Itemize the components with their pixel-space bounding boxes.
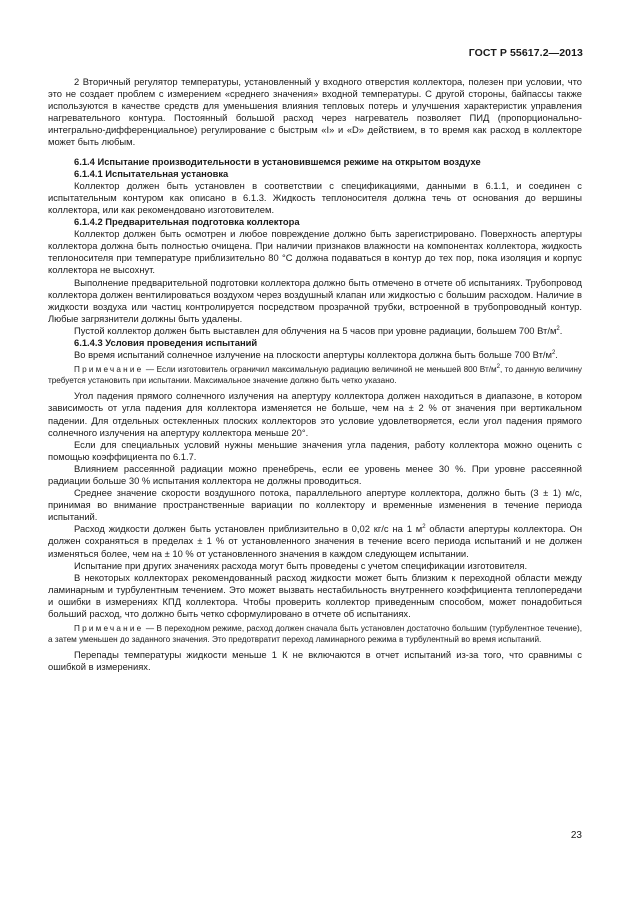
section-heading-6-1-4-2: 6.1.4.2 Предварительная подготовка коллектора xyxy=(74,216,300,228)
text-span: — В переходном режиме, расход должен сначала быть установлен достаточно большим (турбулентное течение), а затем уменьшен до заданного значения. Это предотвратит переход ламинарного режима в турбулентный во время испытаний. xyxy=(48,624,582,644)
text-span: — Если изготовитель ограничил максимальную радиацию величиной не меньшей 800 Вт/м xyxy=(143,365,497,375)
paragraph-temperature-difference: Перепады температуры жидкости меньше 1 К не включаются в отчет испытаний из-за того, что сравнимы с ошибкой в измерениях. xyxy=(48,649,582,673)
text-span: . xyxy=(555,349,558,361)
text-span: Во время испытаний солнечное излучение на плоскости апертуры коллектора должна быть больше 700 Вт/м xyxy=(74,349,552,361)
paragraph-inspection: Коллектор должен быть осмотрен и любое повреждение должно быть зарегистрировано. Поверхность апертуры коллектора должна быть полностью очищена. При наличии признаков влажности на компонентах коллектора, жидкость теплоносителя при температуре приблизительно 80 °С должна подаваться в контур до тех пор, пока изоляция и корпус коллектора не высохнут. xyxy=(48,228,582,276)
text-span: , то данную величину требуется установить при испытании. Максимальное значение должно быть четко указано. xyxy=(48,365,583,385)
document-header: ГОСТ Р 55617.2—2013 xyxy=(468,47,583,59)
superscript: 2 xyxy=(422,524,426,531)
document-body xyxy=(48,76,582,674)
text-span: Расход жидкости должен быть установлен приблизительно в 0,02 кг/с на 1 м xyxy=(74,523,423,535)
note-1 xyxy=(48,365,582,386)
section-heading-6-1-4: 6.1.4 Испытание производительности в установившемся режиме на открытом воздухе xyxy=(74,155,481,167)
section-heading-6-1-4-3: 6.1.4.3 Условия проведения испытаний xyxy=(74,336,258,348)
note-2 xyxy=(48,624,582,645)
section-heading-6-1-4-1: 6.1.4.1 Испытательная установка xyxy=(74,167,229,179)
paragraph-special-conditions: Если для специальных условий нужны меньшие значения угла падения, работу коллектора можно оценить с помощью коэффициента по 6.1.7. xyxy=(48,438,582,462)
paragraph-incidence-angle: Угол падения прямого солнечного излучения на апертуру коллектора должен находиться в диапазоне, в котором зависимость от угла падения для коллектора изменяется не больше, чем на ± 2 % от значения при вертикальном падении. Для отдельных остекленных плоских коллекторов это условие удовлетворяется, если угол падения прямого солнечного излучения на апертуру коллектора меньше 20°. xyxy=(48,390,582,438)
paragraph-test-setup: Коллектор должен быть установлен в соответствии с спецификациями, данными в 6.1.1, и соединен с испытательным контуром как описано в 6.1.3. Жидкость теплоносителя должна течь от основания до вершины коллектора, или как рекомендовано изготовителем. xyxy=(48,179,582,215)
paragraph-preconditioning: Выполнение предварительной подготовки коллектора должно быть отмечено в отчете об испытаниях. Трубопровод коллектора должен вентилироваться воздухом через воздушный клапан или жидкостью с большим расходом. Наличие в жидкости воздуха или частиц контролируется посредством прозрачной трубки, встроенной в трубопроводный контур. Любые загрязнители должны быть удалены. xyxy=(48,276,582,324)
page-number: 23 xyxy=(570,830,582,841)
note-label: Примечание xyxy=(74,624,144,634)
paragraph-laminar-turbulent: В некоторых коллекторах рекомендованный расход жидкости может быть близким к переходной области между ламинарным и турбулентным течением. Это может вызвать нестабильность внутреннего коэффициента теплопередачи и ошибки в измерениях КПД коллектора. Чтобы проверить коллектор приведенным способом, может понадобиться больший расход, что должно быть четко сформулировано в отчете об испытаниях. xyxy=(48,571,582,620)
intro-paragraph: 2 Вторичный регулятор температуры, установленный у входного отверстия коллектора, полезен при условии, что это не создает проблем с измерением «среднего значения» входной температуры. С другой стороны, байпассы также используются в качестве средств для уменьшения влияния тепловых потерь и улучшения характеристик управления нагревательного контура. Постоянный большой расход через нагреватель позволяет ПИД (пропорционально-интегрально-дифференциальное) регулирование с быстрым «I» и «D» действием, в то время как расход в коллекторе может быть любым. xyxy=(48,76,582,148)
note-label: Примечание xyxy=(74,365,144,375)
text-span: Пустой коллектор должен быть выставлен для облучения на 5 часов при уровне радиации, большем 700 Вт/м xyxy=(74,324,557,336)
paragraph-irradiance xyxy=(48,349,582,361)
superscript: 2 xyxy=(551,350,556,357)
superscript: 2 xyxy=(496,364,500,371)
paragraph-air-speed: Среднее значение скорости воздушного потока, параллельного апертуре коллектора, должно быть (3 ± 1) м/с, принимая во внимание пространственные вариации по коллектору и временные изменения в течение периода испытаний. xyxy=(48,487,582,523)
paragraph-flow-rate xyxy=(48,523,582,559)
superscript: 2 xyxy=(556,325,560,332)
text-span: области апертуры коллектора. Он должен сохраняться в пределах ± 1 % от установленного значения в течение всего периода испытаний и не должен изменяться более, чем на ± 10 % от установленного значения в каждом следующем испытании. xyxy=(48,523,582,559)
text-span: . xyxy=(559,324,563,336)
paragraph-diffuse-radiation: Влиянием рассеянной радиации можно пренебречь, если ее уровень менее 30 %. При уровне рассеянной радиации больше 30 % испытания коллектора не должны проводиться. xyxy=(48,462,582,486)
paragraph-exposure xyxy=(48,325,582,337)
paragraph-other-flow: Испытание при других значениях расхода могут быть проведены с учетом спецификации изготовителя. xyxy=(74,559,528,571)
